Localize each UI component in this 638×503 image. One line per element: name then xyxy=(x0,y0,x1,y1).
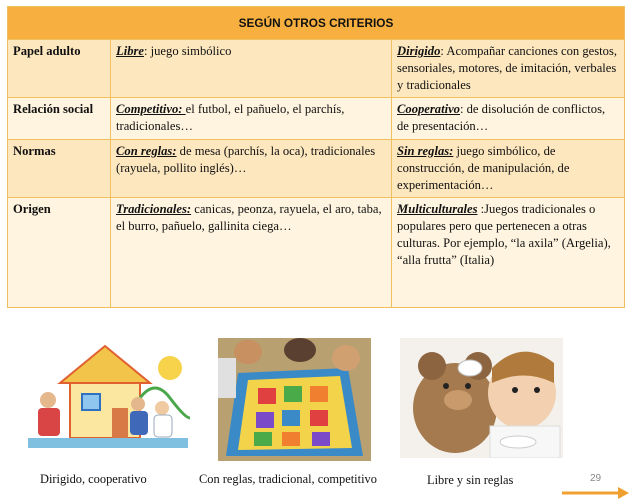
row-label: Relación social xyxy=(8,98,111,140)
cell-keyword: Sin reglas: xyxy=(397,144,454,158)
cell-keyword: Tradicionales: xyxy=(116,202,192,216)
caption-photo-2: Con reglas, tradicional, competitivo xyxy=(199,472,377,486)
cell-text: de mesa (parchís, la oca), tradicionales (rayuela, pollito inglés)… xyxy=(116,144,376,175)
criteria-table xyxy=(7,6,625,308)
table-cell xyxy=(111,40,392,98)
table-row xyxy=(8,40,625,98)
table-cell xyxy=(392,40,625,98)
cell-keyword: Competitivo: xyxy=(116,102,186,116)
table-cell xyxy=(111,98,392,140)
table-row xyxy=(8,198,625,308)
table-cell xyxy=(392,140,625,198)
row-label: Origen xyxy=(8,198,111,308)
cell-text: : Acompañar canciones con gestos, sensoriales, motores, de imitación, verbales y tradicionales xyxy=(397,44,617,92)
table-cell xyxy=(392,98,625,140)
cell-text: canicas, peonza, rayuela, el aro, taba, el burro, pañuelo, gallinita ciega… xyxy=(116,202,382,233)
row-label: Normas xyxy=(8,140,111,198)
cell-keyword: Libre xyxy=(116,44,144,58)
tea-party-photo xyxy=(400,338,563,458)
row-label: Papel adulto xyxy=(8,40,111,98)
cell-text: :Juegos tradicionales o populares pero que pertenecen a otras culturas. Por ejemplo, “la axila” (Argelia), “alla frutta” (Italia) xyxy=(397,202,611,267)
table-cell xyxy=(392,198,625,308)
cell-keyword: Cooperativo xyxy=(397,102,460,116)
board-game-photo xyxy=(218,338,371,461)
page-number: 29 xyxy=(590,473,602,484)
caption-photo-1: Dirigido, cooperativo xyxy=(40,472,147,486)
next-arrow-icon[interactable] xyxy=(562,486,630,500)
cell-text: el futbol, el pañuelo, el parchís, tradicionales… xyxy=(116,102,345,133)
cell-text: : de disolución de conflictos, de presentación… xyxy=(397,102,606,133)
cell-text: juego simbólico, de construcción, de manipulación, de experimentación… xyxy=(397,144,570,192)
table-row xyxy=(8,98,625,140)
cell-keyword: Dirigido xyxy=(397,44,441,58)
children-painting-photo xyxy=(20,338,190,458)
cell-keyword: Multiculturales xyxy=(397,202,478,216)
table-header: SEGÚN OTROS CRITERIOS xyxy=(8,7,625,40)
cell-text: : juego simbólico xyxy=(143,44,232,58)
table-row xyxy=(8,140,625,198)
cell-keyword: Con reglas: xyxy=(116,144,177,158)
table-cell xyxy=(111,140,392,198)
caption-photo-3: Libre y sin reglas xyxy=(427,473,514,487)
table-cell xyxy=(111,198,392,308)
